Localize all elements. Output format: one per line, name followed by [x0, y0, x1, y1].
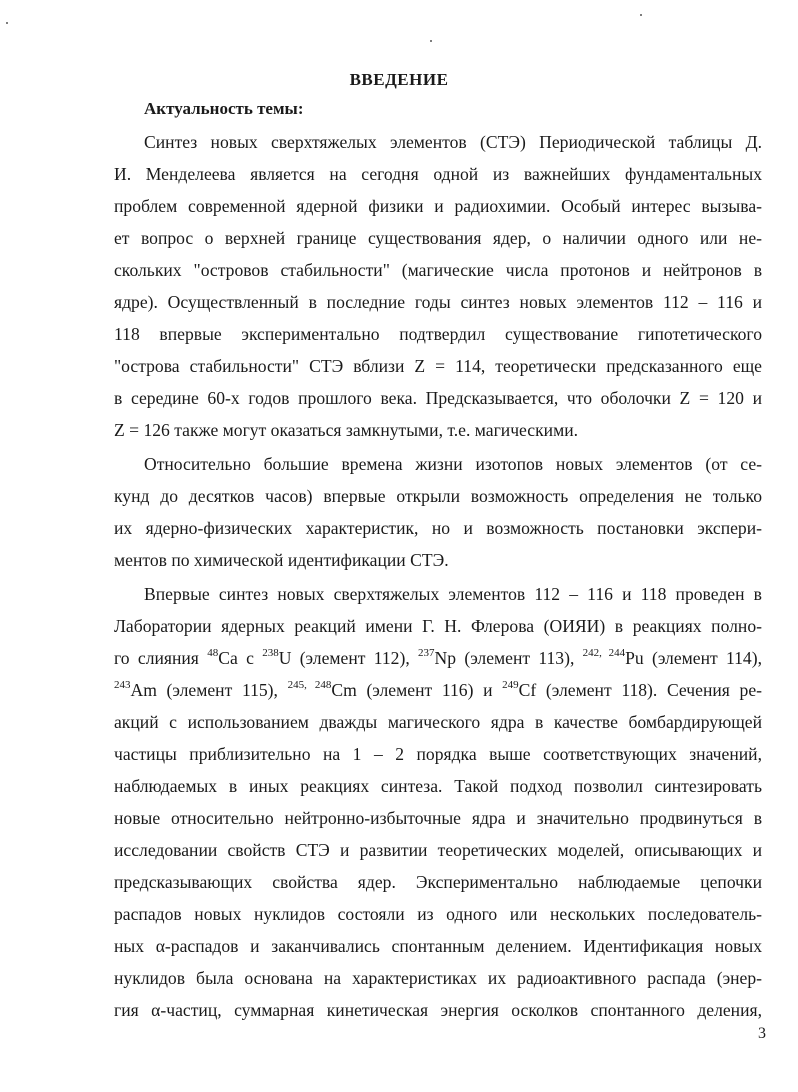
paragraph-line: гия α-частиц, суммарная кинетическая энергия осколков спонтанного деления,: [114, 1000, 762, 1020]
paragraph-line: Относительно большие времена жизни изотопов новых элементов (от се-: [144, 454, 762, 474]
paragraph-line: ментов по химической идентификации СТЭ.: [114, 550, 449, 570]
paragraph-line: Лаборатории ядерных реакций имени Г. Н. Флерова (ОИЯИ) в реакциях полно-: [114, 616, 762, 636]
scan-speck: [6, 22, 8, 24]
paragraph-line: новые относительно нейтронно-избыточные ядра и значительно продвинуться в: [114, 808, 762, 828]
paragraph-line: ных α-распадов и заканчивались спонтанным делением. Идентификация новых: [114, 936, 762, 956]
paragraph-line: в середине 60-х годов прошлого века. Предсказывается, что оболочки Z = 120 и: [114, 388, 762, 408]
paragraph-line: наблюдаемых в иных реакциях синтеза. Такой подход позволил синтезировать: [114, 776, 762, 796]
paragraph-line: ядре). Осуществленный в последние годы синтез новых элементов 112 – 116 и: [114, 292, 762, 312]
paragraph-line: их ядерно-физических характеристик, но и возможность постановки экспери-: [114, 518, 762, 538]
paragraph-line: акций с использованием дважды магического ядра в качестве бомбардирующей: [114, 712, 762, 732]
paragraph-line: "острова стабильности" СТЭ вблизи Z = 114, теоретически предсказанного еще: [114, 356, 762, 376]
scan-speck: [430, 40, 432, 42]
paragraph-line-isotopes: $^{243}$Am (элемент 115), $^{245, 248}$Cm (элемент 116) и $^{249}$Cf (элемент 118). Сечения ре-: [114, 679, 762, 700]
section-title: ВВЕДЕНИЕ: [349, 70, 449, 89]
paragraph-line: Впервые синтез новых сверхтяжелых элементов 112 – 116 и 118 проведен в: [144, 584, 762, 604]
paragraph-line-isotopes: го слияния $^{48}$Ca с $^{238}$U (элемент 112), $^{237}$Np (элемент 113), $^{242, 244}$Pu (элемент 114),: [114, 647, 762, 668]
paragraph-line: Синтез новых сверхтяжелых элементов (СТЭ) Периодической таблицы Д.: [144, 132, 762, 152]
paragraph-line: исследовании свойств СТЭ и развитии теоретических моделей, описывающих и: [114, 840, 762, 860]
paragraph-line: И. Менделеева является на сегодня одной из важнейших фундаментальных: [114, 164, 762, 184]
subsection-heading: Актуальность темы:: [144, 99, 304, 118]
paragraph-line: распадов новых нуклидов состояли из одного или нескольких последователь-: [114, 904, 762, 924]
paragraph-line: ет вопрос о верхней границе существования ядер, о наличии одного или не-: [114, 228, 762, 248]
scan-speck: [640, 14, 642, 16]
paragraph-line: предсказывающих свойства ядер. Экспериментально наблюдаемые цепочки: [114, 872, 762, 892]
page-number: 3: [758, 1025, 766, 1042]
paragraph-line: частицы приблизительно на 1 – 2 порядка выше соответствующих значений,: [114, 744, 762, 764]
paragraph-line: скольких "островов стабильности" (магические числа протонов и нейтронов в: [114, 260, 762, 280]
paragraph-line: нуклидов была основана на характеристиках их радиоактивного распада (энер-: [114, 968, 762, 988]
paragraph-line: проблем современной ядерной физики и радиохимии. Особый интерес вызыва-: [114, 196, 762, 216]
paragraph-line: кунд до десятков часов) впервые открыли возможность определения не только: [114, 486, 762, 506]
paragraph-line: 118 впервые экспериментально подтвердил существование гипотетического: [114, 324, 762, 344]
paragraph-line: Z = 126 также могут оказаться замкнутыми, т.е. магическими.: [114, 420, 579, 440]
